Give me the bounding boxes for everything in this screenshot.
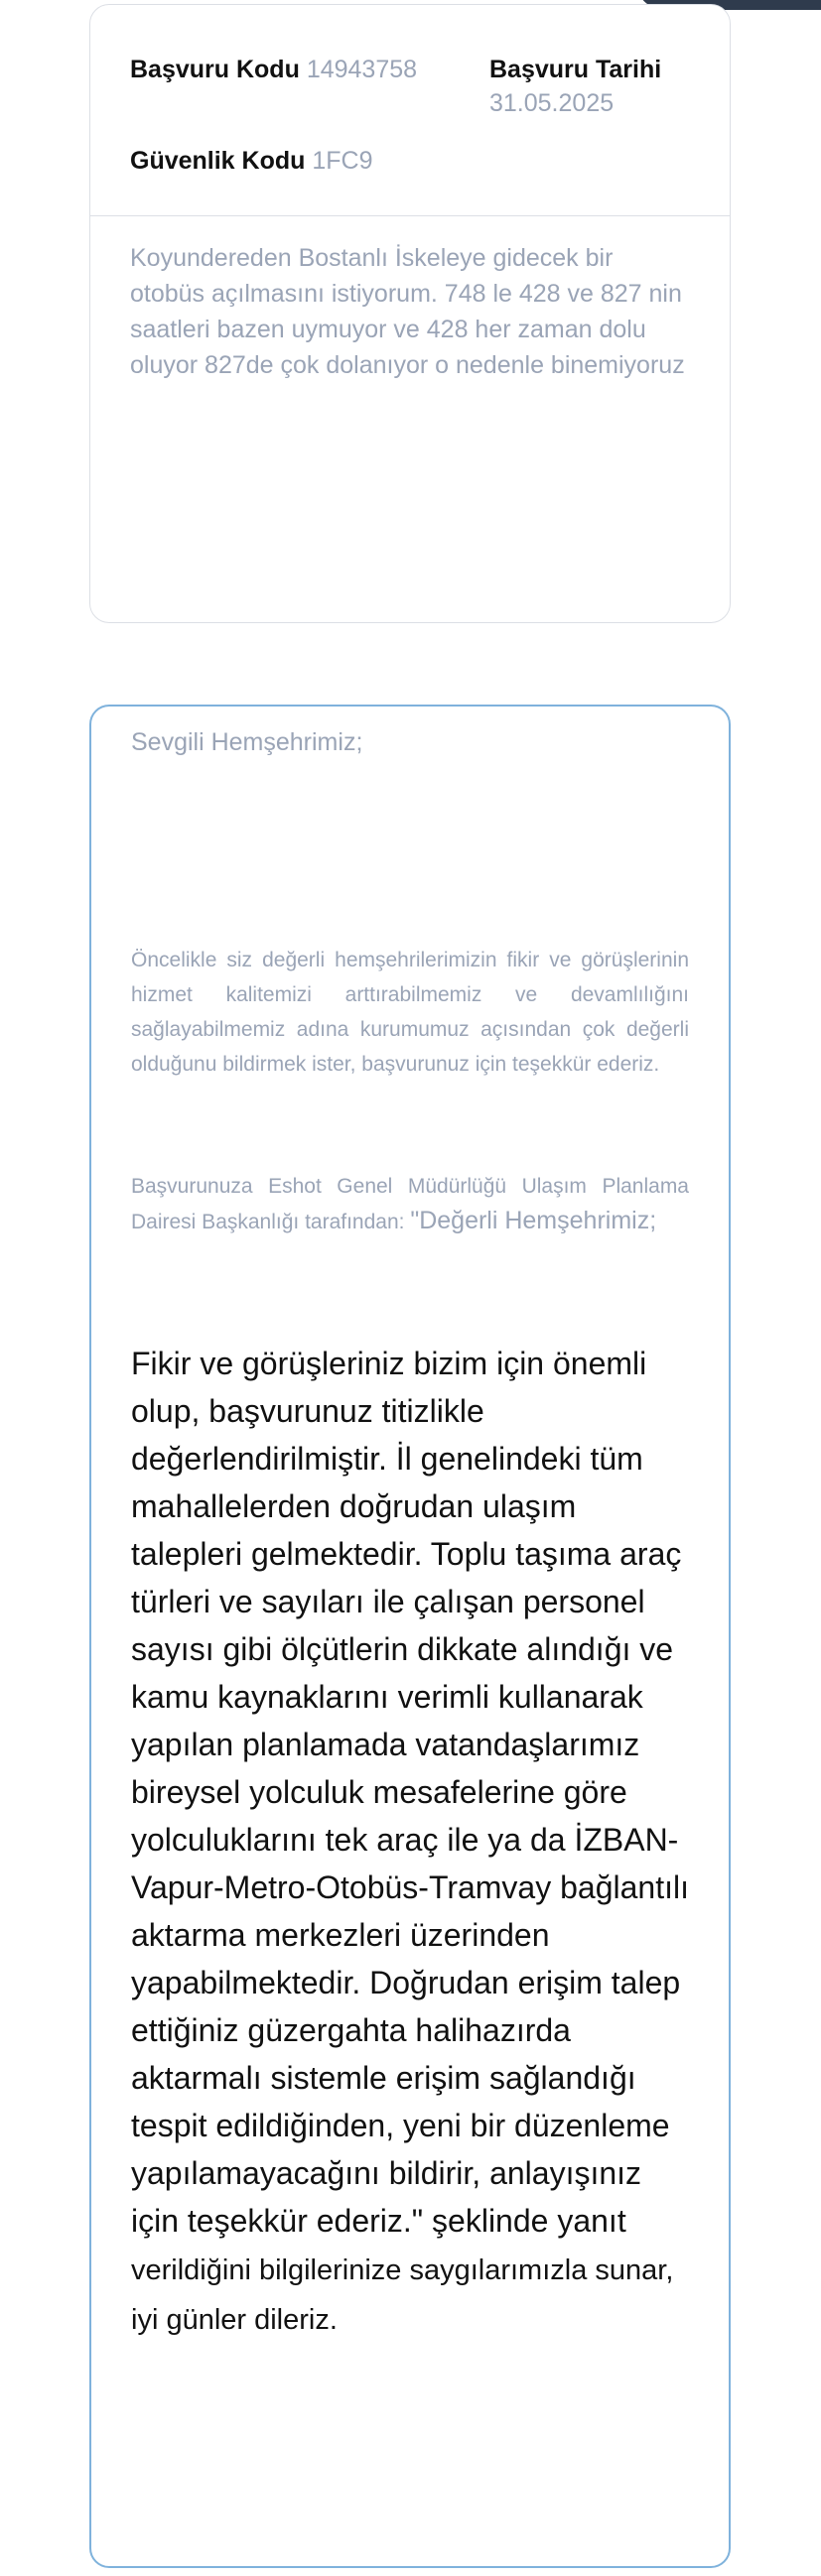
reply-forward-paragraph (131, 1169, 689, 1239)
reply-closing-text: verildiğini bilgilerinize saygılarımızla sunar, iyi günler dileriz. (131, 2254, 674, 2336)
application-code (130, 53, 417, 86)
reply-forward-quote: "Değerli Hemşehrimiz; (410, 1207, 657, 1234)
security-code-label: Güvenlik Kodu (130, 147, 306, 175)
complaint-text: Koyundereden Bostanlı İskeleye gidecek bir otobüs açılmasını istiyorum. 748 le 428 ve 827 nin saatleri bazen uymuyor ve 428 her zaman dolu oluyor 827de çok dolanıyor o nedenle binemiyoruz (130, 244, 685, 379)
reply-body (131, 1340, 692, 2344)
reply-intro-paragraph: Öncelikle siz değerli hemşehrilerimizin fikir ve görüşlerinin hizmet kalitemizi arttırabilmemiz ve devamlılığını sağlayabilmemiz adına kurumumuz açısından çok değerli olduğunu bildirmek ister, başvurunuz için teşekkür ederiz. (131, 949, 689, 1076)
application-date-label: Başvuru Tarihi (489, 56, 662, 83)
reply-body-text: Fikir ve görüşleriniz bizim için önemli olup, başvurunuz titizlikle değerlendirilmiştir. İl genelindeki tüm mahallelerden doğrudan ulaşım talepleri gelmektedir. Toplu taşıma araç türleri ve sayıları ile çalışan personel sayısı gibi ölçütlerin dikkate alındığı ve kamu kaynaklarını verimli kullanarak yapılan planlamada vatandaşlarımız bireysel yolculuk mesafelerine göre yolculuklarını tek araç ile ya da İZBAN-Vapur-Metro-Otobüs-Tramvay bağlantılı aktarma merkezleri üzerinden yapabilmektedir. Doğrudan erişim talep ettiğiniz güzergahta halihazırda aktarmalı sistemle erişim sağlandığı tespit edildiğinden, yeni bir düzenleme yapılamayacağını bildirir, anlayışınız için teşekkür ederiz." şeklinde yanıt (131, 1346, 689, 2239)
security-code-value: 1FC9 (312, 147, 373, 175)
application-meta (90, 5, 730, 216)
application-code-value: 14943758 (306, 56, 418, 83)
reply-card (89, 705, 731, 2568)
reply-forward-intro: Başvurunuza Eshot Genel Müdürlüğü Ulaşım Planlama Dairesi Başkanlığı tarafından: (131, 1175, 689, 1233)
application-date-value: 31.05.2025 (489, 89, 615, 117)
security-code (130, 144, 373, 178)
application-date (489, 53, 661, 120)
application-code-label: Başvuru Kodu (130, 56, 300, 83)
application-info-card (89, 4, 731, 623)
reply-greeting: Sevgili Hemşehrimiz; (131, 728, 363, 756)
